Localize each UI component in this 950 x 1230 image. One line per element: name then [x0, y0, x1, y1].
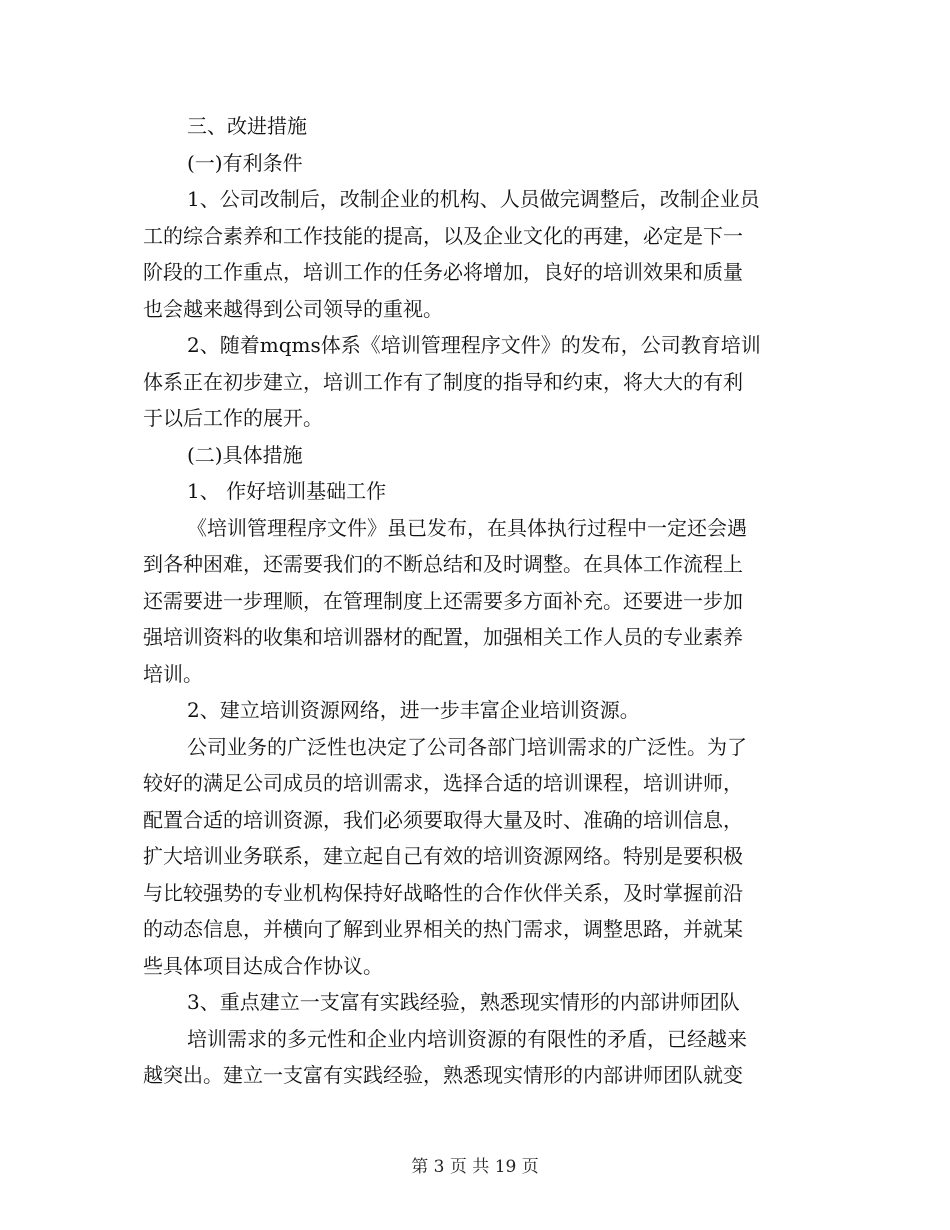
text-line: 强培训资料的收集和培训器材的配置，加强相关工作人员的专业素养 — [143, 625, 743, 649]
text-line: 到各种困难，还需要我们的不断总结和及时调整。在具体工作流程上 — [143, 552, 743, 576]
text-line: 较好的满足公司成员的培训需求，选择合适的培训课程，培训讲师， — [143, 771, 743, 795]
text-line: 2、建立培训资源网络，进一步丰富企业培训资源。 — [187, 698, 640, 722]
text-line: 也会越来越得到公司领导的重视。 — [143, 296, 443, 321]
text-line: 公司业务的广泛性也决定了公司各部门培训需求的广泛性。为了 — [187, 734, 747, 759]
text-line: 与比较强势的专业机构保持好战略性的合作伙伴关系，及时掌握前沿 — [143, 880, 743, 905]
page-number-footer: 第 3 页 共 19 页 — [411, 1157, 539, 1177]
text-line: 工的综合素养和工作技能的提高，以及企业文化的再建，必定是下一 — [143, 223, 743, 248]
text-line: 培训需求的多元性和企业内培训资源的有限性的矛盾，已经越来 — [187, 1026, 747, 1051]
text-line: 配置合适的培训资源，我们必须要取得大量及时、准确的培训信息， — [143, 807, 743, 832]
text-line: 1、公司改制后，改制企业的机构、人员做完调整后，改制企业员 — [187, 187, 760, 211]
text-line: 越突出。建立一支富有实践经验，熟悉现实情形的内部讲师团队就变 — [143, 1063, 743, 1087]
text-line: 于以后工作的展开。 — [143, 406, 323, 430]
text-line: 培训。 — [143, 661, 203, 686]
text-line: 体系正在初步建立，培训工作有了制度的指导和约束，将大大的有利 — [143, 369, 743, 394]
text-line: 3、重点建立一支富有实践经验，熟悉现实情形的内部讲师团队 — [187, 990, 740, 1014]
text-line: 《培训管理程序文件》虽已发布，在具体执行过程中一定还会遇 — [187, 515, 747, 540]
text-line: (一)有利条件 — [187, 150, 303, 175]
text-line: 些具体项目达成合作协议。 — [143, 953, 383, 978]
text-line: 1、 作好培训基础工作 — [187, 479, 387, 503]
text-line: 扩大培训业务联系，建立起自己有效的培训资源网络。特别是要积极 — [143, 844, 743, 868]
text-line: 阶段的工作重点，培训工作的任务必将增加，良好的培训效果和质量 — [143, 260, 743, 284]
text-line: 2、随着mqms体系《培训管理程序文件》的发布，公司教育培训 — [187, 333, 761, 357]
text-line: 三、改进措施 — [187, 114, 307, 138]
text-line: (二)具体措施 — [187, 442, 303, 467]
text-line: 的动态信息，并横向了解到业界相关的热门需求，调整思路，并就某 — [143, 917, 743, 941]
text-line: 还需要进一步理顺，在管理制度上还需要多方面补充。还要进一步加 — [143, 588, 743, 613]
document-body — [143, 108, 808, 1094]
